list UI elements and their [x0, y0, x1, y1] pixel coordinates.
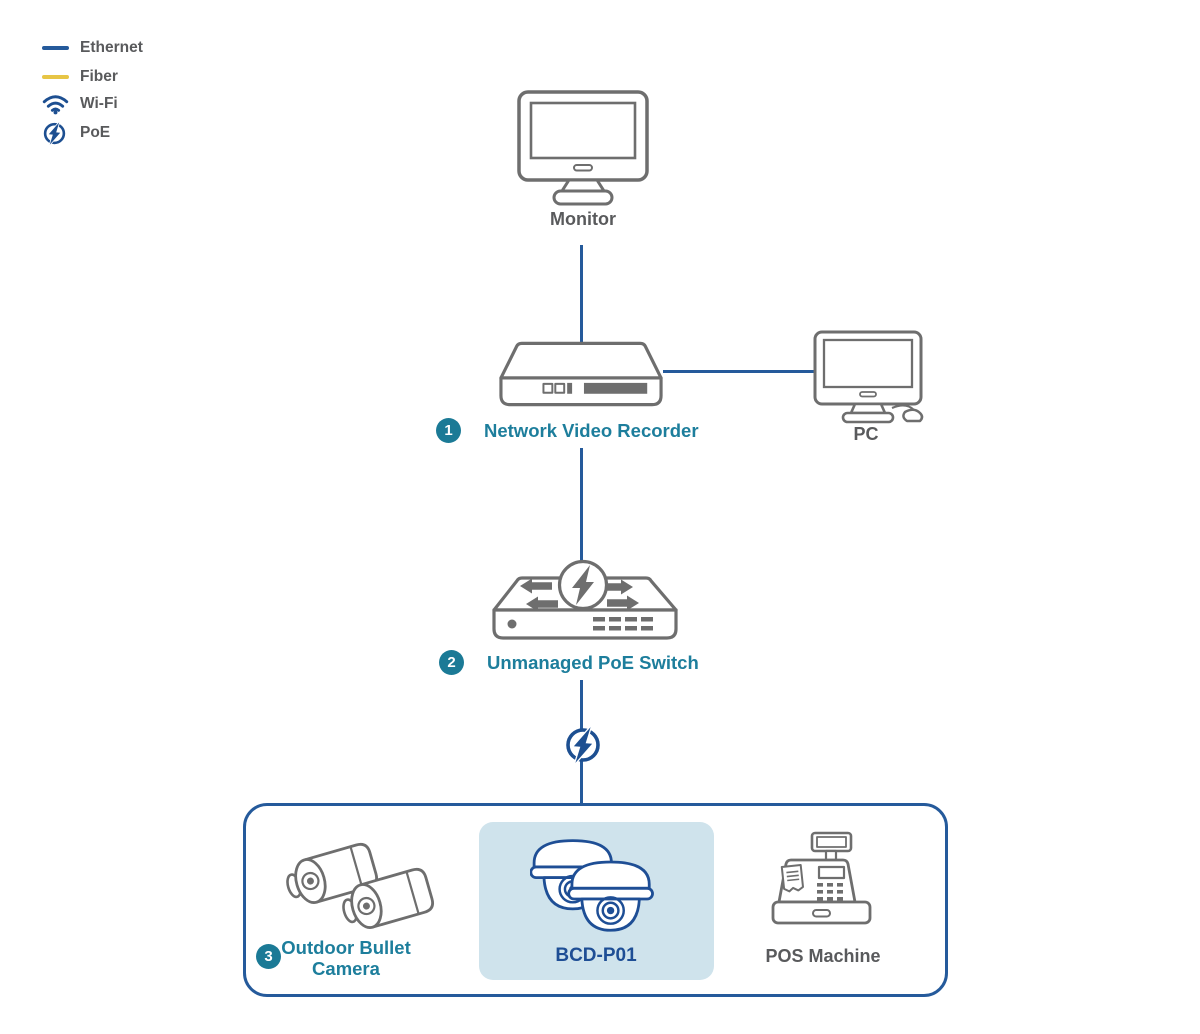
step-badge-1: 1	[436, 418, 461, 443]
nvr-icon	[497, 340, 665, 408]
step-badge-2: 2	[439, 650, 464, 675]
poe-icon	[42, 121, 72, 146]
legend-label: Fiber	[80, 68, 118, 85]
bullet-camera-label-line1: Outdoor Bullet	[281, 937, 411, 958]
ethernet-link-monitor-nvr	[580, 245, 583, 343]
step-badge-3: 3	[256, 944, 281, 969]
fiber-line-icon	[42, 75, 72, 78]
pc-icon	[812, 330, 932, 426]
poe-icon	[563, 725, 603, 765]
ethernet-link-nvr-pc	[663, 370, 818, 373]
legend-label: Ethernet	[80, 39, 143, 56]
dome-camera-label: BCD-P01	[555, 945, 637, 966]
poe-switch-label: Unmanaged PoE Switch	[487, 652, 699, 673]
pos-machine-label: POS Machine	[765, 946, 881, 966]
monitor-icon	[517, 90, 649, 210]
wifi-icon	[42, 93, 72, 115]
nvr-label: Network Video Recorder	[484, 420, 699, 441]
monitor-label: Monitor	[550, 209, 616, 229]
legend-item-ethernet	[42, 36, 143, 60]
bullet-camera-label	[246, 937, 446, 979]
ethernet-line-icon	[42, 46, 72, 49]
poe-switch-icon	[490, 548, 680, 643]
legend-item-fiber	[42, 65, 118, 89]
bullet-camera-icon	[272, 833, 454, 935]
pos-machine-icon	[766, 830, 878, 930]
dome-camera-icon	[530, 838, 655, 937]
bullet-camera-label-line2: Camera	[312, 958, 380, 979]
pc-label: PC	[853, 424, 879, 444]
legend-label: Wi-Fi	[80, 95, 118, 112]
legend-item-wifi	[42, 92, 118, 116]
legend-label: PoE	[80, 124, 111, 141]
legend-item-poe	[42, 121, 110, 145]
